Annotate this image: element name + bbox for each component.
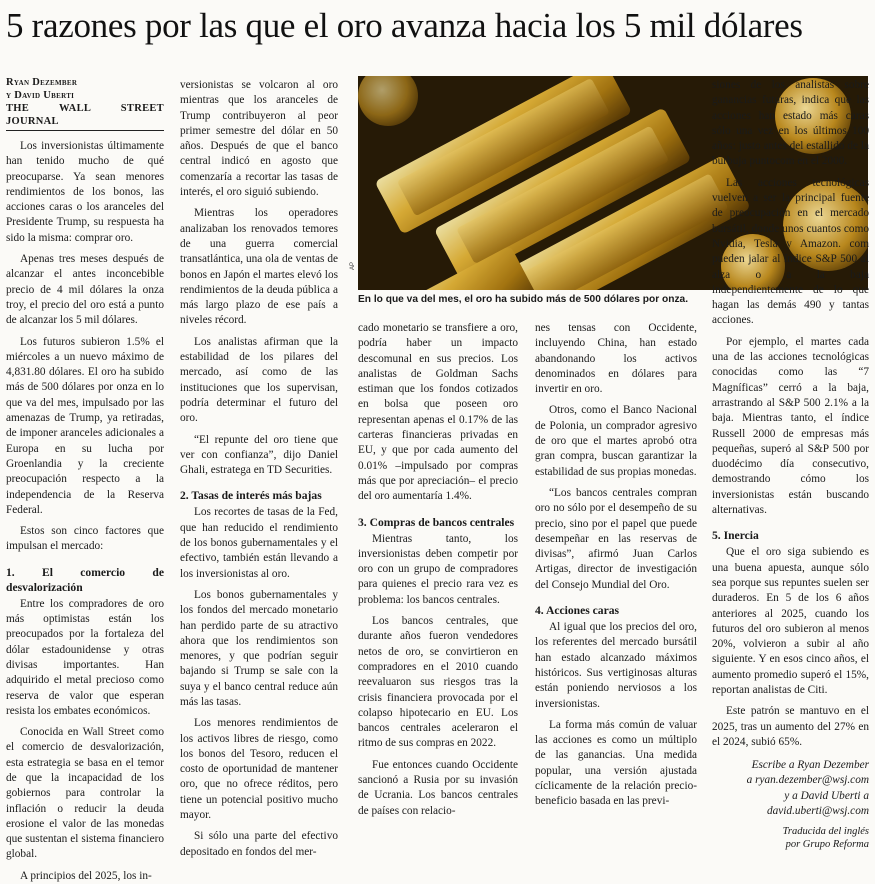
section-heading-5: 5. Inercia [712,529,759,543]
translation-credit-line: Traducida del inglés [782,826,869,838]
paragraph: Este patrón se mantuvo en el 2025, tras un aumento del 27% en el 2024, subió 65%. [712,705,869,748]
paragraph: Los menores rendimientos de los activos libres de riesgo, como los bonos del Tesoro, reducen el costo de oportunidad de mantener oro, que no ofrece réditos, pero tiene un potencial positivo mucho mayor. [180,717,338,822]
paragraph: Que el oro siga subiendo es una buena apuesta, aunque sólo sea porque sus repuntes suelen ser duraderos. En 5 de los 6 años anteriores al 2025, cuando los futuros del oro subieron al menos 20%, volvieron a subir al año siguiente. Y en esos cinco años, el aumento promedio superó el 15%, reportan analistas de Citi. [712,546,869,696]
photo-caption: En lo que va del mes, el oro ha subido más de 500 dólares por onza. [358,294,689,305]
paragraph: Si sólo una parte del efectivo depositado en fondos del mer- [180,830,338,858]
headline: 5 razones por las que el oro avanza hacia los 5 mil dólares [6,6,803,45]
paragraph: Mientras los operadores analizaban los renovados temores de una guerra comercial transatlántica, una ola de ventas de bonos en Japón el martes elevó los rendimientos de la deuda pública a más largo plazo de ese país a niveles récord. [180,207,338,327]
paragraph: nes tensas con Occidente, incluyendo China, han estado abandonando los activos denominados en dólares para invertir en oro. [535,322,697,396]
translation-credit [712,825,869,851]
author-contact [712,758,869,819]
paragraph: Por ejemplo, el martes cada una de las acciones tecnológicas conocidas como las “7 Magníficas” cerró a la baja, arrastrando al S&P 500 2.1% a la baja. Mientras tanto, el índice Russell 2000 de empresas más pequeñas, superó al S&P 500 por duodécimo día consecutivo, demostrando cómo los inversionistas están buscando alternativas. [712,335,869,517]
section-heading-4: 4. Acciones caras [535,604,620,618]
paragraph: La forma más común de valuar las acciones es como un múltiplo de las ganancias. Una medida popular, una versión ajustada cíclicamente de la relación precio-beneficio basada en las previ- [535,718,697,808]
byline-outlet: THE WALL STREET JOURNAL [6,103,164,127]
column-2 [180,78,338,860]
author-contact-line: Escribe a Ryan Dezember [751,759,869,772]
paragraph: Estos son cinco factores que impulsan el mercado: [6,525,164,553]
paragraph: Los bonos gubernamentales y los fondos del mercado monetario han perdido parte de su atractivo ahora que los rendimientos son menores, y que podrían seguir bajando si Trump se sale con la suya y el banco central reduce aún más las tasas. [180,588,338,708]
paragraph: Los analistas afirman que la estabilidad de los pilares del mercado, así como de las instituciones que los supervisan, podría determinar el futuro del oro. [180,335,338,425]
paragraph: Las acciones tecnológicas vuelven a ser la principal fuente de preocupación en el mercado bursátil, donde unos cuantos como Nvidia, Tesla y Amazon. com pueden jalar al índice S&P 500 al alza o a la baja independientemente de lo que hagan las demás 490 y tantas acciones. [712,176,869,327]
paragraph: siones de los analistas sobre ganancias futuras, indica que las acciones han estado más caras sólo una vez en los últimos 100 años: justo antes del estallido de la burbuja puntocom en el 2000. [712,79,869,168]
byline-author-1: Ryan Dezember [6,77,78,88]
paragraph: Los bancos centrales, que durante años fueron vendedores netos de oro, se convirtieron en compradores en el 2010 cuando reevaluaron sus riesgos tras la crisis financiera provocada por el colapso hipotecario en EU. Los bancos centrales aceleraron el ritmo de sus compras en 2022. [358,615,518,750]
paragraph: Otros, como el Banco Nacional de Polonia, un comprador agresivo de oro que el martes aprobó otra gran compra, buscan garantizar la estabilidad de sus propias monedas. [535,404,697,478]
translation-credit-line: por Grupo Reforma [785,839,869,851]
paragraph: Conocida en Wall Street como el comercio de desvalorización, esta estrategia se basa en el temor de que la incapacidad de los gobiernos para controlar la inflación o reducir la deuda erosione el valor de las monedas que sustentan el sistema financiero global. [6,726,164,861]
column-4 [535,321,697,810]
paragraph: Fue entonces cuando Occidente sancionó a Rusia por su invasión de Ucrania. Los bancos centrales de países con relacio- [358,758,518,817]
byline [6,76,164,131]
author-contact-line: a ryan.dezember@wsj.com [746,774,869,787]
section-heading-1: 1. El comercio de desvalorización [6,565,164,594]
section-heading-2: 2. Tasas de interés más bajas [180,489,322,503]
byline-author-2: y David Uberti [6,90,75,101]
paragraph: “El repunte del oro tiene que ver con confianza”, dijo Daniel Ghali, estratega en TD Securities. [180,433,338,477]
photo-credit: AP [350,261,356,270]
column-5 [712,78,869,851]
paragraph: Entre los compradores de oro más optimistas están los preocupados por la fortaleza del dólar estadounidense y otras divisas importantes. Han adquirido el metal precioso como reserva de valor que esperan resista los embates económicos. [6,597,164,717]
paragraph: Los recortes de tasas de la Fed, que han reducido el rendimiento de los bonos gubernamentales y el efectivo, también están llevando a los inversionistas al oro. [180,506,338,580]
section-heading-3: 3. Compras de bancos centrales [358,515,515,529]
paragraph: Los inversionistas últimamente han tenido mucho de qué preocuparse. Ya sean menores rendimientos de los bonos, las acciones caras o los aranceles del Presidente Trump, su respuesta ha sido la misma: comprar oro. [6,140,164,244]
paragraph: versionistas se volcaron al oro mientras que los aranceles de Trump contribuyeron al peor primer semestre del dólar en 50 años. Después de que el banco central indicó en agosto que comenzaría a recortar las tasas de interés, el oro siguió subiendo. [180,79,338,199]
paragraph: “Los bancos centrales compran oro no sólo por el desempeño de su precio, sino por el papel que puede desempeñar en las reservas de divisas”, afirmó Juan Carlos Artigas, director de investigación del Consejo Mundial del Oro. [535,486,697,591]
paragraph: cado monetario se transfiere a oro, podría haber un impacto descomunal en sus precios. Los analistas de Goldman Sachs estiman que los fondos cotizados en bolsa que poseen oro representan apenas el 0.17% de las carteras financieras privadas en EU, y que por cada aumento del 0.01% –impulsado por compras más que por apreciación– el precio del oro aumentaría 1.4%. [358,322,518,503]
author-contact-line: y a David Uberti a david.uberti@wsj.com [766,789,869,818]
paragraph: Los futuros subieron 1.5% el miércoles a un nuevo máximo de 4,831.80 dólares. El oro ha subido más de 500 dólares por onza en lo que va del mes, impulsado por las amenazas de Trump, ya retiradas, de imponer aranceles adicionales a Europa en su lucha por Groenlandia y la creciente preocupación respecto a la independencia de la Reserva Federal. [6,335,164,516]
paragraph: Apenas tres meses después de alcanzar el antes inconcebible precio de 4 mil dólares la onza troy, el precio del oro está a punto de alcanzar los 5 mil dólares. [6,253,164,327]
paragraph: A principios del 2025, los in- [20,869,152,882]
paragraph: Mientras tanto, los inversionistas deben competir por oro con un grupo de compradores para quienes el precio rara vez es problema: los bancos centrales. [358,532,518,606]
paragraph: Al igual que los precios del oro, los referentes del mercado bursátil han estado alcanzado máximos históricos. Sus vertiginosas alturas están poniendo nerviosos a los inversionistas. [535,621,697,710]
column-1 [6,76,164,884]
column-3 [358,321,518,819]
